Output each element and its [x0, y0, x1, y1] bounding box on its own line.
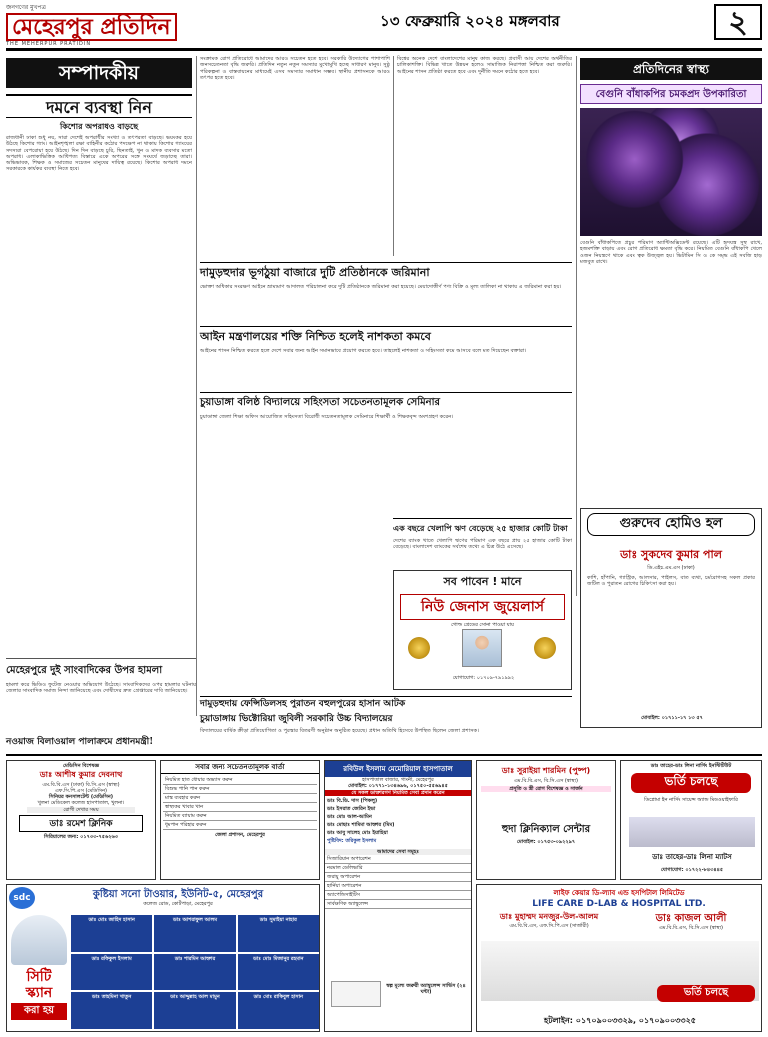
editorial-label: সম্পাদকীয়	[6, 58, 192, 88]
sdc-logo: sdc	[9, 887, 35, 909]
editorial-subhead: কিশোর অপরাধও বাড়ছে	[59, 122, 139, 131]
homeo-degree: ডি.এইচ.এম.এস (ঢাকা)	[647, 565, 695, 571]
homeo-phone: মোবাইল: ০১৭১১-১৭ ১৩ ৫৭	[641, 715, 703, 721]
awareness-ad[interactable]	[160, 760, 320, 880]
column3-body	[397, 56, 572, 256]
masthead	[6, 2, 186, 47]
list-item: মাস্ক ব্যবহার করুন	[163, 794, 317, 803]
issue-date: ১৩ ফেব্রুয়ারি ২০২৪ মঙ্গলবার	[380, 12, 560, 30]
journalists-headline[interactable]: মেহেরপুরে দুই সাংবাদিকের উপর হামলা	[6, 665, 163, 676]
ashish-hospital: খুলনা মেডিকেল কলেজ হাসপাতাল, খুলনা।	[37, 800, 125, 806]
kushtia-sono-ad[interactable]	[6, 884, 320, 1032]
seminar-body: চুয়াডাঙ্গা জেলা শিক্ষা অফিস আয়োজিত সহিংসতা বিরোধী সচেতনতামূলক সেমিনারে শিক্ষার্থী ও শিক্ষকবৃন্দ অংশগ্রহণ করেন।	[200, 414, 454, 420]
debt-headline[interactable]: এক বছরে খেলাপি ঋণ বেড়েছে ২৫ হাজার কোটি টাকা	[393, 518, 572, 536]
doctor-card: ডাঃ রফিকুল ইসলাম	[71, 954, 152, 991]
purple-cabbage-image	[580, 108, 762, 236]
jewellers-ad[interactable]	[393, 570, 572, 690]
list-item: ধূমপান পরিহার করুন	[163, 821, 317, 830]
column2-text: সংক্রামক রোগ প্রতিরোধে আমাদের আরও সচেতন হতে হবে। সরকারি উদ্যোগের পাশাপাশি জনসচেতনতা বৃদ্ধি জরুরি। প্রতিদিন নতুন নতুন সমস্যার মুখোমুখি হচ্ছে সাধারণ মানুষ। সুষ্ঠু পরিকল্পনা ও বাস্তবায়নের মাধ্যমেই এসব সমস্যার সমাধান সম্ভব। স্থানীয় প্রশাসনকে আরও তৎপর হতে হবে।	[200, 56, 390, 81]
ashish-time: রোগী দেখার সময়	[27, 807, 135, 813]
nursing-name: ডাঃ তাহের-ডাঃ লিনা নার্সিং ইনস্টিটিউট	[650, 763, 732, 769]
gold-ornament-icon	[408, 637, 430, 659]
owner-photo	[462, 629, 502, 667]
doctor-card: ডাঃ আব্দুল্লাহ আল মামুন	[154, 992, 235, 1029]
editorial-headline[interactable]: দমনে ব্যবস্থা নিন	[6, 94, 192, 118]
doctor-card: ডাঃ শারমিন আক্তার	[154, 954, 235, 991]
law-headline[interactable]: আইন মন্ত্রণালয়ের শক্তি নিশ্চিত হলেই নাশকতা কমবে	[200, 326, 572, 346]
lifecare-doctor-1-degree: এম.বি.বি.এস, এফ.সি.পি.এস (সার্জারী)	[509, 923, 589, 929]
column-divider	[196, 56, 197, 716]
seminar-headline[interactable]: চুয়াডাঙ্গা বলিষ্ঠ বিদ্যালয়ে সহিংসতা সচেতনতামূলক সেমিনার	[200, 392, 572, 412]
school-body: বিদ্যালয়ের বার্ষিক ক্রীড়া প্রতিযোগিতা ও পুরস্কার বিতরণী অনুষ্ঠান অনুষ্ঠিত হয়েছে। প্রধান অতিথি হিসেবে উপস্থিত ছিলেন জেলা প্রশাসক।	[200, 728, 480, 734]
ct-scan-label: সিটি স্ক্যান	[25, 969, 53, 1001]
doctor-card: ডাঃ আশরাফুল আলম	[154, 915, 235, 952]
homeo-ad[interactable]	[580, 508, 762, 728]
ads-rule	[6, 754, 762, 756]
masthead-tagline: জনগণের মুখপত্র	[6, 4, 46, 11]
jewellers-contact: যোগাযোগ: ০১৭০৯-৭৯১৯৯২	[452, 675, 515, 681]
damurhuda-headline[interactable]: দামুড়হুদার ভূগঠুয়া বাজারে দুটি প্রতিষ্ঠানকে জরিমানা	[200, 262, 572, 282]
ashish-clinic: ডাঃ রমেশ ক্লিনিক	[19, 815, 143, 832]
ashish-degree: এম.বি.বি.এস (ঢাকা) বি.সি.এস (স্বাস্থ্য)	[42, 782, 120, 788]
school-headline[interactable]: চুয়াডাঙ্গায় ভিক্টোরিয়া জুবিলী সরকারি উচ্চ বিদ্যালয়ের	[200, 714, 393, 724]
column2-body	[200, 56, 390, 256]
nursing-sub: ডাঃ তাহের-ডাঃ লিনা ম্যাটস	[652, 853, 732, 861]
damurhuda-body: ভোক্তা অধিকার সংরক্ষণ আইনে ভ্রাম্যমাণ আদালত পরিচালনা করে দুটি প্রতিষ্ঠানকে জরিমানা করা হয়েছে। মেয়াদোত্তীর্ণ পণ্য বিক্রি ও মূল্য তালিকা না থাকায় এ জরিমানা করা হয়।	[200, 284, 562, 290]
list-item: নিয়মিত হাত ধোয়ার অভ্যাস করুন	[163, 776, 317, 785]
gold-ornament-icon	[534, 637, 556, 659]
law-body: আইনের শাসন নিশ্চিত করতে হলে দেশে সবার জন্য আইন সমানভাবে প্রয়োগ করতে হবে। তাহলেই নাশকতা ও সহিংসতা কমে আসবে বলে মত দিয়েছেন বক্তারা।	[200, 348, 527, 354]
rabiul-doctor-1: ডাঃ বি.ডি. দাস (পিকলু)	[327, 798, 378, 804]
homeo-doctor: ডাঃ সুকদেব কুমার পাল	[620, 548, 722, 561]
list-item: সিজারিয়ান অপারেশন	[325, 855, 471, 864]
editorial-body	[6, 135, 192, 655]
doctor-card: ডাঃ তাহমিনা খাতুন	[71, 992, 152, 1029]
ashish-ad[interactable]	[6, 760, 156, 880]
rabiul-phone: মোবাইল: ০১৭৭১-১৩৪৬৯৬, ০১৭৫০-৫৫৬৯৪৫	[348, 783, 448, 789]
list-item: নরমাল ডেলিভারি	[325, 864, 471, 873]
list-item: হার্নিয়া অপারেশন	[325, 882, 471, 891]
nursing-ad[interactable]	[620, 760, 762, 880]
doctor-card: ডাঃ মোঃ রাকিবুল হাসান	[238, 992, 319, 1029]
list-item: নিয়মিত ব্যায়াম করুন	[163, 812, 317, 821]
hasan-headline[interactable]: দামুড়হুদায় ফেন্সিডিলসহ পুরাতন বহুলপুরের হাসান আটক	[200, 696, 572, 710]
rabiul-doctor-5: ডাঃ আবু সালেহ মোঃ ইয়াহিয়া	[327, 830, 388, 836]
rabiul-hospital-ad[interactable]	[324, 760, 472, 1032]
list-item: অ্যাপেন্ডিসাইটিস	[325, 891, 471, 900]
column-divider	[393, 56, 394, 256]
doctor-card: ডাঃ মোঃ মিজানুর রহমান	[238, 954, 319, 991]
section-rule	[6, 658, 196, 659]
list-item: বিশুদ্ধ পানি পান করুন	[163, 785, 317, 794]
rabiul-address: হাসপাতাল বাজার, গাংনী, মেহেরপুর	[362, 777, 434, 783]
lifecare-doctor-1: ডাঃ মুহাম্মদ মনজুর-উল-আলম	[499, 912, 599, 921]
homeo-body: কাশি, হাঁপানি, গ্যাস্ট্রিক, আলসার, পাইলস, বাত ব্যথা, চর্মরোগসহ সকল প্রকার জটিল ও পুরাতন রোগের চিকিৎসা করা হয়।	[587, 575, 755, 588]
column-divider	[576, 56, 577, 596]
lifecare-hotline: হটলাইন: ০১৭০৯০০৩৩২৯, ০১৭০৯০০৩৩২৫	[544, 1016, 696, 1025]
rabiul-doctor-3: ডাঃ মোঃ আল-আমিন	[327, 814, 372, 820]
suraiya-spec: প্রসূতি ও স্ত্রী রোগ বিশেষজ্ঞ ও সার্জন	[481, 786, 611, 792]
page-number: ২	[714, 4, 762, 40]
list-item: জরায়ু অপারেশন	[325, 873, 471, 882]
newspaper-logo-en: THE MEHERPUR PRATIDIN	[6, 41, 92, 47]
suraiya-clinic: হুদা ক্লিনিক্যাল সেন্টার	[501, 824, 591, 835]
lifecare-doctor-2: ডাঃ কাজল আলী	[655, 913, 727, 924]
nursing-course: ডিপ্লোমা ইন নার্সিং সায়েন্স অ্যান্ড মিডওয়াইফারি	[644, 797, 738, 803]
lifecare-name: লাইফ কেয়ার ডি-ল্যাব এন্ড হসপিটাল লিমিটেড	[553, 889, 685, 897]
editorial-body-text: রাজধানী ঢাকা শুধু নয়, সারা দেশেই অপরাধীর সংখ্যা ও তৎপরতা বাড়ছে। ভয়ংকর হয়ে উঠছে কিশোর গ্যাং। আইনশৃঙ্খলা রক্ষা বাহিনীর কঠোর পদক্ষেপ না থাকায় কিশোর গ্যাংয়ের সদস্যরা বেপরোয়া হয়ে উঠছে। দিন দিন বাড়ছে চুরি, ছিনতাই, খুন ও মাদক ব্যবসার মতো অপরাধ। এলাকাভিত্তিক আধিপত্য বিস্তারে একে অপরের সঙ্গে সংঘর্ষে জড়াচ্ছে তারা। অভিভাবক, শিক্ষক ও সমাজের সচেতন মানুষের দায়িত্ব রয়েছে। কিশোর অপরাধ দমনে সরকারকে কার্যকর ব্যবস্থা নিতে হবে।	[6, 135, 192, 173]
kushtia-address: কলেজ রোড, কোর্টপাড়া, মেহেরপুর	[143, 901, 213, 907]
awareness-sign: জেলা প্রশাসন, মেহেরপুর	[215, 832, 265, 838]
masthead-rule	[6, 48, 762, 51]
students-photo	[629, 817, 755, 847]
newspaper-logo[interactable]: মেহেরপুর প্রতিদিন	[6, 13, 177, 41]
jewellers-name: নিউ জেনাস জুয়েলার্স	[400, 594, 565, 620]
suraiya-ad[interactable]	[476, 760, 616, 880]
rabiul-services-title: আমাদের সেবা সমূহঃ	[325, 849, 471, 855]
ashish-role: সিনিয়র কনসালটেন্ট (মেডিসিন)	[48, 794, 114, 800]
debt-body: দেশের ব্যাংক খাতে খেলাপি ঋণের পরিমাণ এক বছরে প্রায় ২৫ হাজার কোটি টাকা বেড়েছে। বাংলাদেশ ব্যাংকের সর্বশেষ তথ্যে এ চিত্র উঠে এসেছে।	[393, 538, 572, 551]
list-item: সার্বক্ষণিক অ্যাম্বুলেন্স	[325, 900, 471, 909]
rabiul-ambulance: স্বল্প মূল্যে জরুরী অ্যাম্বুলেন্স সার্ভিস (২৪ ঘন্টা)	[386, 983, 466, 995]
jewellers-line: গোল্ড গ্রেডের সোনা পাওয়া যায়	[450, 622, 515, 628]
nursing-phone: যোগাযোগ: ০১৭২২-৮৪৩৪৪৫	[660, 867, 724, 873]
ashish-phone: সিরিয়ালের জন্য: ০১৭৩৩-৭৫৬২৬৩	[43, 834, 118, 840]
pm-headline[interactable]: নওয়াজ বিলাওয়াল পালাক্রমে প্রধানমন্ত্রী!	[6, 737, 154, 747]
lifecare-name-en: LIFE CARE D-LAB & HOSPITAL LTD.	[532, 899, 706, 909]
ashish-doctor: ডাঃ আশীষ কুমার দেবনাথ	[39, 770, 123, 779]
suraiya-degree: এম.বি.বি.এস, বি.সি.এস (স্বাস্থ্য)	[513, 778, 579, 784]
ashish-spec: এফ.সি.পি.এস (মেডিসিন)	[54, 788, 107, 794]
nursing-admission: ভর্তি চলছে	[631, 773, 751, 793]
doctor-card: ডাঃ মোঃ জাহিদ হাসান	[71, 915, 152, 952]
lifecare-ad[interactable]	[476, 884, 762, 1032]
lifecare-doctor-2-degree: এম.বি.বি.এস, বি.সি.এস (স্বাস্থ্য)	[658, 925, 724, 931]
rabiul-services	[325, 855, 471, 909]
suraiya-phone: মোবাইল: ০১৭৫৩-০৯২২৯৭	[516, 839, 576, 845]
awareness-list	[161, 774, 319, 832]
health-headline[interactable]: বেগুনি বাঁধাকপির চমকপ্রদ উপকারিতা	[580, 84, 762, 104]
rabiul-nutrition: পুষ্টিবিদ: তরিকুল ইসলাম	[327, 838, 377, 844]
jewellers-head: সব পাবেন ! মানে	[443, 575, 522, 588]
rabiul-name: রবিউল ইসলাম মেমোরিয়াল হাসপাতাল	[325, 761, 471, 777]
ct-scan-sub: করা হয়	[11, 1003, 67, 1020]
kushtia-doctor-grid	[71, 915, 319, 1029]
journalists-body: হামলা করে ভিডিও ফুটেজ নেওয়ার অভিযোগ উঠেছে। সাংবাদিকদের ওপর হামলার ঘটনায় জেলার সাংবাদিক সমাজ নিন্দা জানিয়েছে এবং দোষীদের দ্রুত গ্রেপ্তারের দাবি জানিয়েছে।	[6, 682, 196, 695]
column3-text: বিশ্বের অনেক দেশে বাংলাদেশের মানুষ কাজ করছে। প্রবাসী আয় দেশের অর্থনীতির চালিকাশক্তি। বিভিন্ন খাতে উন্নয়ন হলেও সামাজিক নিরাপত্তা নিশ্চিত করা জরুরি। আইনের শাসন প্রতিষ্ঠা করতে হবে এবং দুর্নীতি দমনে কঠোর হতে হবে।	[397, 56, 572, 75]
health-label: প্রতিদিনের স্বাস্থ্য	[580, 58, 762, 80]
lifecare-admission: ভর্তি চলছে	[657, 985, 755, 1002]
rabiul-doctor-2: ডাঃ ইসরাত জেরিন ইভা	[327, 806, 376, 812]
awareness-title: সবার জন্য সচেতনতামূলক বার্তা	[161, 761, 319, 774]
list-item: স্বাস্থ্যকর খাবার খান	[163, 803, 317, 812]
ambulance-icon	[331, 981, 381, 1007]
kushtia-name: কুষ্টিয়া সনো টাওয়ার, ইউনিট-৫, মেহেরপুর	[92, 889, 264, 900]
ct-scanner-image	[11, 915, 67, 965]
rabiul-doctor-4: ডাঃ মোছাঃ শামিমা আক্তার (মিম)	[327, 822, 395, 828]
suraiya-doctor: ডাঃ সুরাইয়া শারমিন (পুষ্প)	[501, 766, 591, 775]
rabiul-banner: যে সকল ডাক্তারগণ নিয়মিত সেবা প্রদান করেন	[325, 790, 471, 796]
ashish-title: মেডিসিন বিশেষজ্ঞ	[62, 763, 100, 769]
health-body: বেগুনি বাঁধাকপিতে প্রচুর পরিমাণ অ্যান্টিঅক্সিডেন্ট রয়েছে। এটি হৃদযন্ত্র সুস্থ রাখে, হজমশক্তি বাড়ায় এবং রোগ প্রতিরোধ ক্ষমতা বৃদ্ধি করে। নিয়মিত বেগুনি বাঁধাকপি খেলে ওজন নিয়ন্ত্রণে থাকে এবং ত্বক উজ্জ্বল হয়। ভিটামিন সি ও কে সমৃদ্ধ এই সবজি হাড় মজবুত রাখে।	[580, 240, 762, 265]
homeo-name: গুরুদেব হোমিও হল	[587, 513, 755, 536]
doctor-card: ডাঃ সুমাইয়া নাহার	[238, 915, 319, 952]
